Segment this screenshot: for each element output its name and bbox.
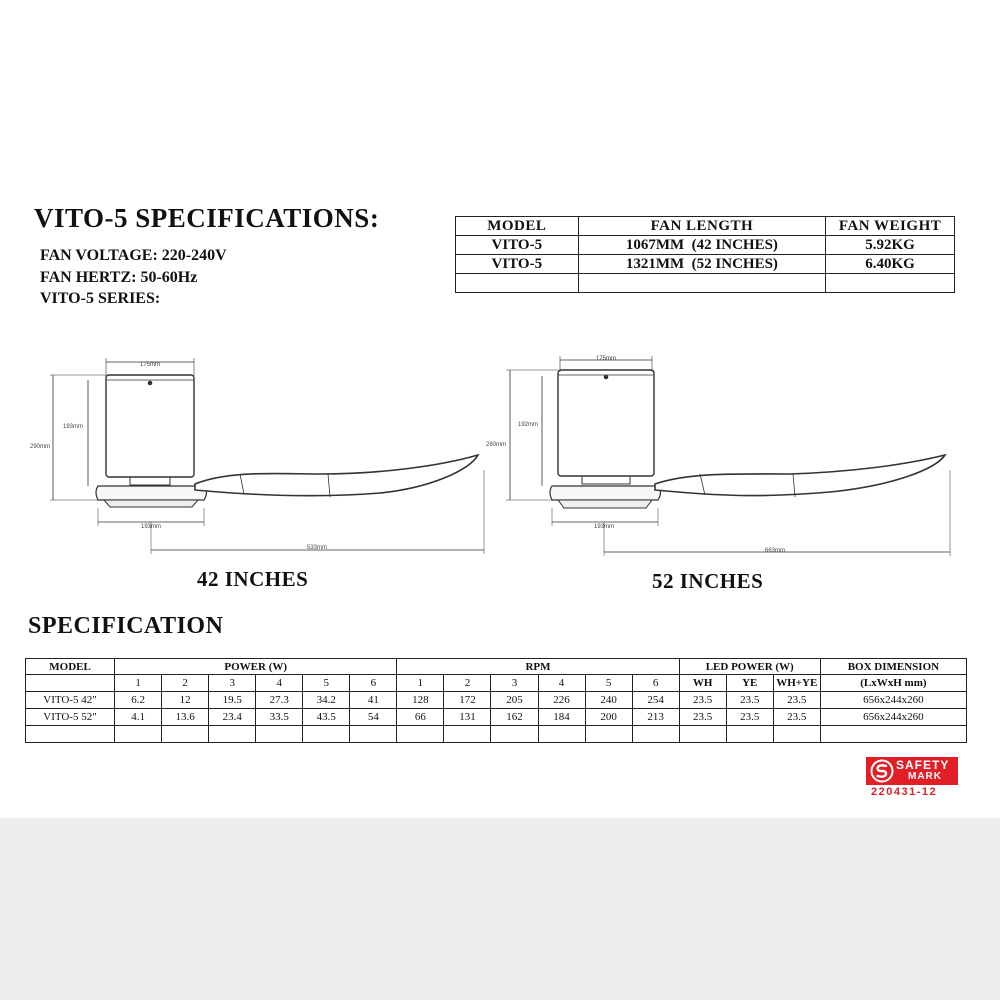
rpm-value: 254 <box>632 692 679 709</box>
power-speed: 6 <box>350 675 397 692</box>
power-value: 12 <box>162 692 209 709</box>
rpm-value: 131 <box>444 709 491 726</box>
rpm-value: 128 <box>397 692 444 709</box>
motor-housing <box>558 370 654 476</box>
empty-cell <box>162 726 209 743</box>
cell-fan-weight: 6.40KG <box>826 255 955 274</box>
fan-drawings <box>0 340 1000 560</box>
rpm-value: 162 <box>491 709 538 726</box>
header-fan-length: FAN LENGTH <box>578 217 825 236</box>
power-value: 19.5 <box>209 692 256 709</box>
power-speed: 5 <box>303 675 350 692</box>
safety-mark-text <box>896 759 949 783</box>
dim-blade-span-42: 533mm <box>306 545 328 551</box>
dim-top-width-42: 175mm <box>139 362 161 368</box>
rpm-value: 226 <box>538 692 585 709</box>
empty-cell <box>538 726 585 743</box>
empty-cell <box>444 726 491 743</box>
power-speed: 3 <box>209 675 256 692</box>
empty-cell <box>209 726 256 743</box>
motor-housing <box>106 375 194 477</box>
page-title: VITO-5 SPECIFICATIONS: <box>34 203 380 233</box>
empty-cell <box>26 726 115 743</box>
cell-fan-weight: 5.92KG <box>826 236 955 255</box>
power-speed: 2 <box>162 675 209 692</box>
dim-body-height-42: 193mm <box>63 424 84 430</box>
table-row <box>26 692 967 709</box>
cell-model: VITO-5 <box>456 236 579 255</box>
box-value: 656x244x260 <box>820 709 966 726</box>
led-ye: YE <box>726 675 773 692</box>
table-row <box>456 236 955 255</box>
power-speed: 1 <box>115 675 162 692</box>
fan-blade <box>655 455 945 496</box>
group-led-power: LED POWER (W) <box>679 659 820 675</box>
cell-empty <box>578 274 825 293</box>
model-table-header-row <box>456 217 955 236</box>
power-value: 6.2 <box>115 692 162 709</box>
dim-total-height-42: 290mm <box>30 444 51 450</box>
rpm-speed: 3 <box>491 675 538 692</box>
dim-base-width-52: 193mm <box>593 524 615 530</box>
empty-cell <box>256 726 303 743</box>
bottom-background <box>0 818 1000 1000</box>
rpm-speed: 6 <box>632 675 679 692</box>
fan-base <box>96 486 207 500</box>
led-value: 23.5 <box>679 709 726 726</box>
empty-cell <box>350 726 397 743</box>
model-table <box>455 216 955 293</box>
fan-base <box>550 486 661 500</box>
dim-total-height-52: 280mm <box>486 442 507 448</box>
drawing-42-inch <box>50 358 484 554</box>
cell-model: VITO-5 <box>456 255 579 274</box>
safety-s-icon <box>869 759 895 783</box>
subheader-empty <box>26 675 115 692</box>
rpm-value: 184 <box>538 709 585 726</box>
table-row-empty <box>26 726 967 743</box>
group-rpm: RPM <box>397 659 679 675</box>
header-fan-weight: FAN WEIGHT <box>826 217 955 236</box>
series-label: VITO-5 SERIES: <box>40 290 161 307</box>
cell-fan-length: 1067MM (42 INCHES) <box>578 236 825 255</box>
power-value: 43.5 <box>303 709 350 726</box>
empty-cell <box>585 726 632 743</box>
empty-cell <box>679 726 726 743</box>
table-row <box>456 274 955 293</box>
dim-base-width-42: 193mm <box>140 524 162 530</box>
header-model: MODEL <box>456 217 579 236</box>
size-label-52: 52 INCHES <box>652 569 764 593</box>
led-value: 23.5 <box>726 709 773 726</box>
group-model: MODEL <box>26 659 115 675</box>
empty-cell <box>632 726 679 743</box>
cell-empty <box>456 274 579 293</box>
power-value: 34.2 <box>303 692 350 709</box>
led-wh: WH <box>679 675 726 692</box>
rpm-value: 205 <box>491 692 538 709</box>
table-row <box>26 709 967 726</box>
cell-empty <box>826 274 955 293</box>
led-value: 23.5 <box>679 692 726 709</box>
drawing-52-inch <box>506 356 950 556</box>
spec-table <box>25 658 967 743</box>
power-value: 41 <box>350 692 397 709</box>
rpm-speed: 5 <box>585 675 632 692</box>
empty-cell <box>726 726 773 743</box>
box-value: 656x244x260 <box>820 692 966 709</box>
safety-code: 220431-12 <box>871 786 938 798</box>
led-value: 23.5 <box>773 709 820 726</box>
spec-heading: SPECIFICATION <box>28 613 224 639</box>
empty-cell <box>491 726 538 743</box>
empty-cell <box>773 726 820 743</box>
fan-blade <box>195 455 478 496</box>
led-value: 23.5 <box>726 692 773 709</box>
rpm-value: 66 <box>397 709 444 726</box>
led-value: 23.5 <box>773 692 820 709</box>
table-row <box>456 255 955 274</box>
empty-cell <box>303 726 350 743</box>
row-model: VITO-5 42" <box>26 692 115 709</box>
dim-blade-span-52: 663mm <box>764 548 786 554</box>
spec-subheader-row <box>26 675 967 692</box>
fan-hertz: FAN HERTZ: 50-60Hz <box>40 269 198 286</box>
power-speed: 4 <box>256 675 303 692</box>
power-value: 13.6 <box>162 709 209 726</box>
spec-header-row <box>26 659 967 675</box>
rpm-speed: 1 <box>397 675 444 692</box>
empty-cell <box>397 726 444 743</box>
safety-mark-logo <box>866 757 958 785</box>
rpm-value: 240 <box>585 692 632 709</box>
rpm-value: 172 <box>444 692 491 709</box>
dim-body-height-52: 192mm <box>518 422 539 428</box>
power-value: 23.4 <box>209 709 256 726</box>
safety-line1: SAFETY <box>896 758 950 772</box>
rpm-value: 200 <box>585 709 632 726</box>
cell-fan-length: 1321MM (52 INCHES) <box>578 255 825 274</box>
empty-cell <box>820 726 966 743</box>
row-model: VITO-5 52" <box>26 709 115 726</box>
size-label-42: 42 INCHES <box>197 567 309 591</box>
led-wh-ye: WH+YE <box>773 675 820 692</box>
safety-line2: MARK <box>908 771 942 782</box>
power-value: 4.1 <box>115 709 162 726</box>
dim-top-width-52: 175mm <box>595 356 617 362</box>
power-value: 33.5 <box>256 709 303 726</box>
rpm-speed: 4 <box>538 675 585 692</box>
box-sub: (LxWxH mm) <box>820 675 966 692</box>
power-value: 54 <box>350 709 397 726</box>
empty-cell <box>115 726 162 743</box>
group-box-dimension: BOX DIMENSION <box>820 659 966 675</box>
power-value: 27.3 <box>256 692 303 709</box>
rpm-value: 213 <box>632 709 679 726</box>
rpm-speed: 2 <box>444 675 491 692</box>
group-power: POWER (W) <box>115 659 397 675</box>
fan-voltage: FAN VOLTAGE: 220-240V <box>40 247 227 264</box>
